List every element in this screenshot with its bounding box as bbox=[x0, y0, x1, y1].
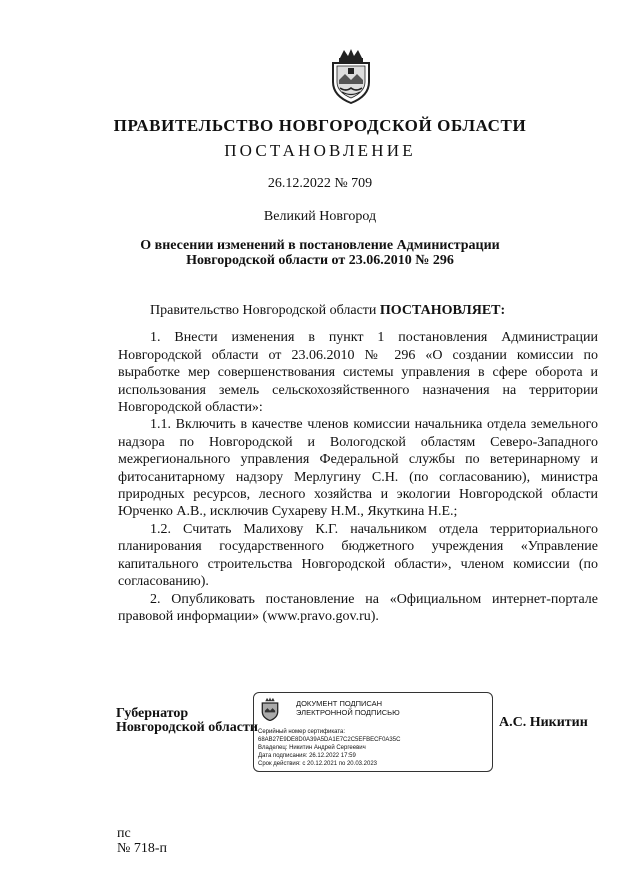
resolution-intro bbox=[118, 302, 598, 319]
registration-number: № 718-п bbox=[117, 841, 168, 856]
intro-text: Правительство Новгородской области bbox=[150, 303, 380, 318]
position-line: Губернатор bbox=[116, 706, 189, 721]
paragraph-1-2: 1.2. Считать Малихову К.Г. начальником отдела территориального планирования государственного бюджетного учреждения «Управление капитального строительства Новгородской области», членом комиссии (по согласованию). bbox=[118, 521, 598, 590]
document-city: Великий Новгород bbox=[263, 209, 377, 224]
document-type: ПОСТАНОВЛЕНИЕ bbox=[224, 141, 416, 160]
document-footer bbox=[117, 826, 167, 856]
esign-cert-label: Серийный номер сертификата: bbox=[258, 729, 346, 735]
position-line: Новгородской области bbox=[116, 720, 258, 735]
paragraph-1-1: 1.1. Включить в качестве членов комиссии начальника отдела земельного надзора по Новгородской и Вологодской областям Северо-Западного межрегионального управления Федеральной службы по ветеринарному и фитосанитарному надзору Мерлугину С.Н. (по согласованию), министра природных ресурсов, лесного хозяйства и экологии Новгородской области Юрченко А.В., исключив Сухареву Н.М., Якуткина Н.Е.; bbox=[118, 417, 598, 520]
esign-cert-value: 68AB27E9DE8D0A39A5DA1E7C2C5EFBECF0A35C bbox=[258, 737, 401, 743]
subject-line: Новгородской области от 23.06.2010 № 296 bbox=[186, 253, 454, 268]
document-subject bbox=[0, 238, 640, 268]
paragraph-1: 1. Внести изменения в пункт 1 постановления Администрации Новгородской области от 23.06.2010 № 296 «О создании комиссии по выработке мер совершенствования системы управления в сфере оборота и использования земель сельскохозяйственного назначения на территории Новгородской области»: bbox=[118, 330, 598, 416]
preparer-initials: пс bbox=[117, 826, 131, 841]
document-body bbox=[118, 302, 598, 625]
esign-sign-date: Дата подписания: 26.12.2022 17:59 bbox=[258, 753, 356, 759]
esign-title-line: ЭЛЕКТРОННОЙ ПОДПИСЬЮ bbox=[296, 708, 400, 717]
government-title: ПРАВИТЕЛЬСТВО НОВГОРОДСКОЙ ОБЛАСТИ bbox=[113, 116, 527, 135]
subject-line: О внесении изменений в постановление Администрации bbox=[140, 238, 500, 253]
novgorod-coat-of-arms-icon bbox=[260, 697, 280, 721]
esign-owner: Владелец: Никитин Андрей Сергеевич bbox=[258, 745, 366, 751]
signatory-position bbox=[116, 707, 258, 735]
document-date-number: 26.12.2022 № 709 bbox=[267, 176, 373, 191]
intro-keyword: ПОСТАНОВЛЯЕТ: bbox=[379, 303, 506, 318]
paragraph-2: 2. Опубликовать постановление на «Официальном интернет-портале правовой информации» (www.pravo.gov.ru). bbox=[118, 591, 598, 624]
esign-title bbox=[284, 699, 484, 717]
novgorod-coat-of-arms-icon bbox=[328, 48, 374, 104]
esign-details bbox=[258, 728, 490, 768]
esign-title-line: ДОКУМЕНТ ПОДПИСАН bbox=[296, 699, 383, 708]
signatory-name: А.С. Никитин bbox=[499, 715, 588, 730]
esign-validity: Срок действия: с 20.12.2021 по 20.03.2023 bbox=[258, 761, 378, 767]
electronic-signature-stamp bbox=[253, 692, 493, 772]
